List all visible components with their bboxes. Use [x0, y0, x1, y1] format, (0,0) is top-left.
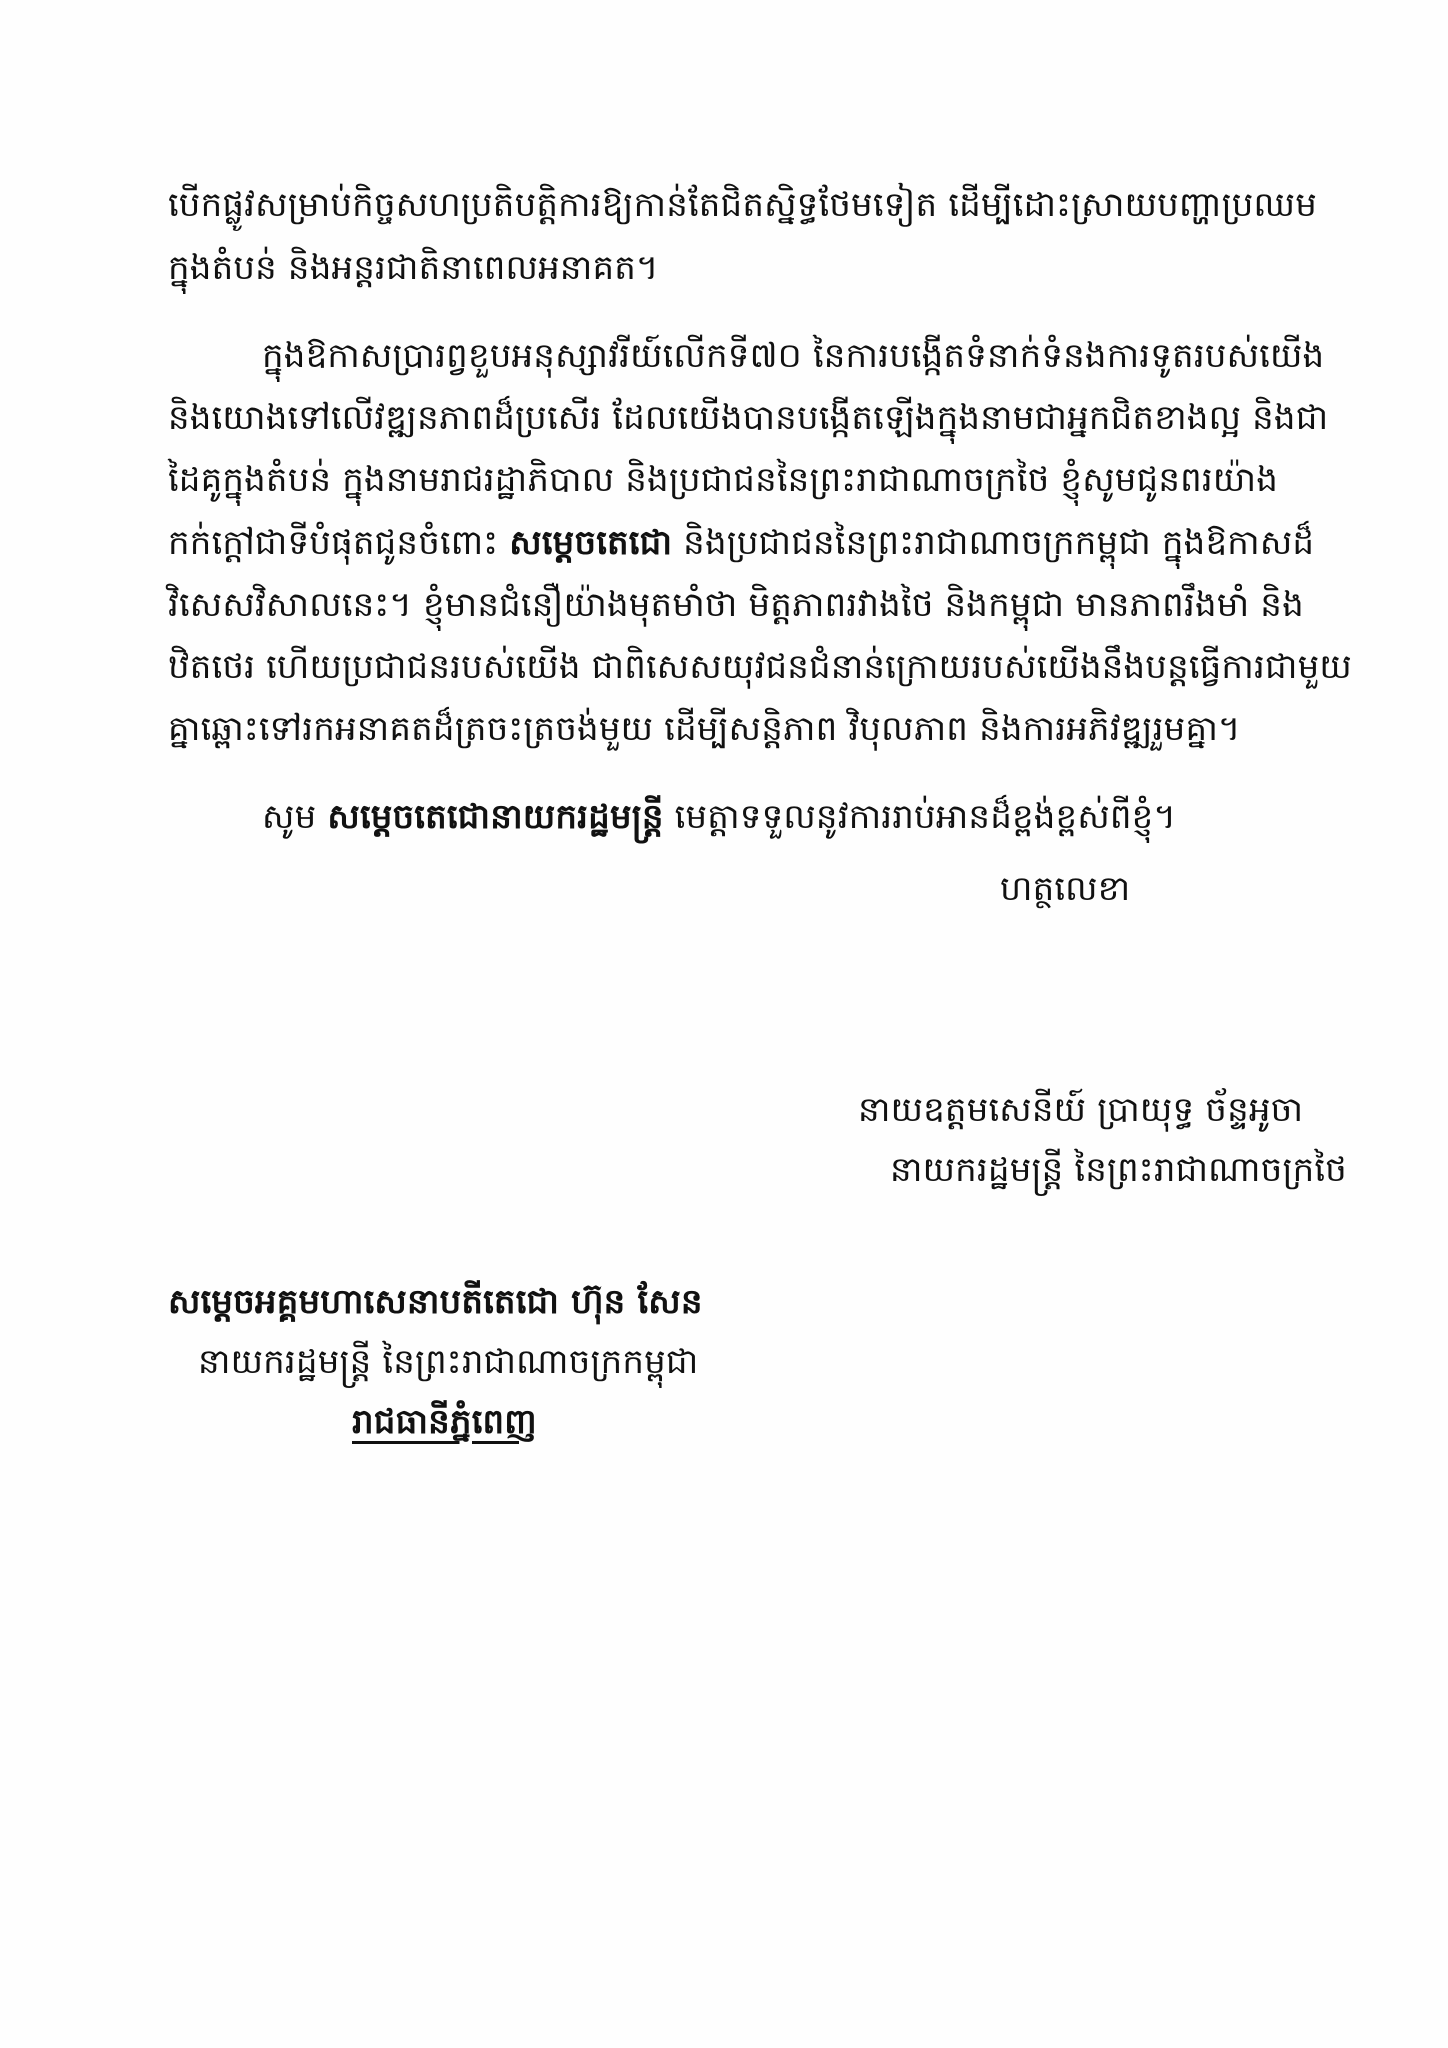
signatory-name: នាយឧត្តមសេនីយ៍ ប្រាយុទ្ធ ច័ន្ទអូចា — [858, 1090, 1304, 1130]
recipient-location: រាជធានីភ្នំពេញ — [352, 1402, 537, 1442]
paragraph-3-post: មេត្តាទទួលនូវការរាប់អានដ៏ខ្ពង់ខ្ពស់ពីខ្ញុំ។ — [663, 797, 1177, 837]
paragraph-2-line-3: ដៃគូក្នុងតំបន់ ក្នុងនាមរាជរដ្ឋាភិបាល និងប្រជាជននៃព្រះរាជាណាចក្រថៃ ខ្ញុំសូមជូនពរយ៉ាង — [168, 460, 1279, 500]
paragraph-2-line-7: គ្នាឆ្ពោះទៅរកអនាគតដ៏ត្រចះត្រចង់មួយ ដើម្បីសន្តិភាព វិបុលភាព និងការអភិវឌ្ឍរួមគ្នា។ — [168, 709, 1241, 749]
recipient-title: នាយករដ្ឋមន្ត្រី នៃព្រះរាជាណាចក្រកម្ពុជា — [198, 1342, 699, 1382]
recipient-honorific-bold: សម្ដេចតេជោ — [509, 523, 673, 563]
signatory-title: នាយករដ្ឋមន្ត្រី នៃព្រះរាជាណាចក្រថៃ — [890, 1150, 1347, 1190]
closing-signature-label: ហត្ថលេខា — [1000, 869, 1131, 909]
paragraph-1-line-2: ក្នុងតំបន់ និងអន្តរជាតិនាពេលអនាគត។ — [168, 248, 659, 288]
paragraph-3 — [262, 795, 1176, 839]
paragraph-2-line-5: វិសេសវិសាលនេះ។ ខ្ញុំមានជំនឿយ៉ាងមុតមាំថា មិត្តភាពរវាងថៃ និងកម្ពុជា មានភាពរឹងមាំ និង — [168, 585, 1304, 625]
paragraph-2-line-1: ក្នុងឱកាសប្រារព្វខួបអនុស្សាវរីយ៍លើកទី៧០ នៃការបង្កើតទំនាក់ទំនងការទូតរបស់យើង — [262, 336, 1325, 376]
paragraph-2-line-4-post: និងប្រជាជននៃព្រះរាជាណាចក្រកម្ពុជា ក្នុងឱកាសដ៏ — [672, 523, 1315, 563]
paragraph-3-bold: សម្ដេចតេជោនាយករដ្ឋមន្ត្រី — [327, 797, 664, 837]
paragraph-2-line-2: និងយោងទៅលើវឌ្ឍនភាពដ៏ប្រសើរ ដែលយើងបានបង្កើតឡើងក្នុងនាមជាអ្នកជិតខាងល្អ និងជា — [168, 398, 1329, 438]
paragraph-2-line-4 — [168, 521, 1368, 565]
paragraph-3-pre: សូម — [262, 797, 328, 837]
paragraph-2-line-4-pre: កក់ក្ដៅជាទីបំផុតជូនចំពោះ — [168, 523, 510, 563]
paragraph-2-line-6: ឋិតថេរ ហើយប្រជាជនរបស់យើង ជាពិសេសយុវជនជំនាន់ក្រោយរបស់យើងនឹងបន្តធ្វើការជាមួយ — [168, 647, 1352, 687]
recipient-name: សម្ដេចអគ្គមហាសេនាបតីតេជោ ហ៊ុន សែន — [168, 1282, 703, 1322]
paragraph-1-line-1: បើកផ្លូវសម្រាប់កិច្ចសហប្រតិបត្តិការឱ្យកាន់តែជិតស្និទ្ធថែមទៀត ដើម្បីដោះស្រាយបញ្ហាប្រឈម — [168, 185, 1318, 225]
